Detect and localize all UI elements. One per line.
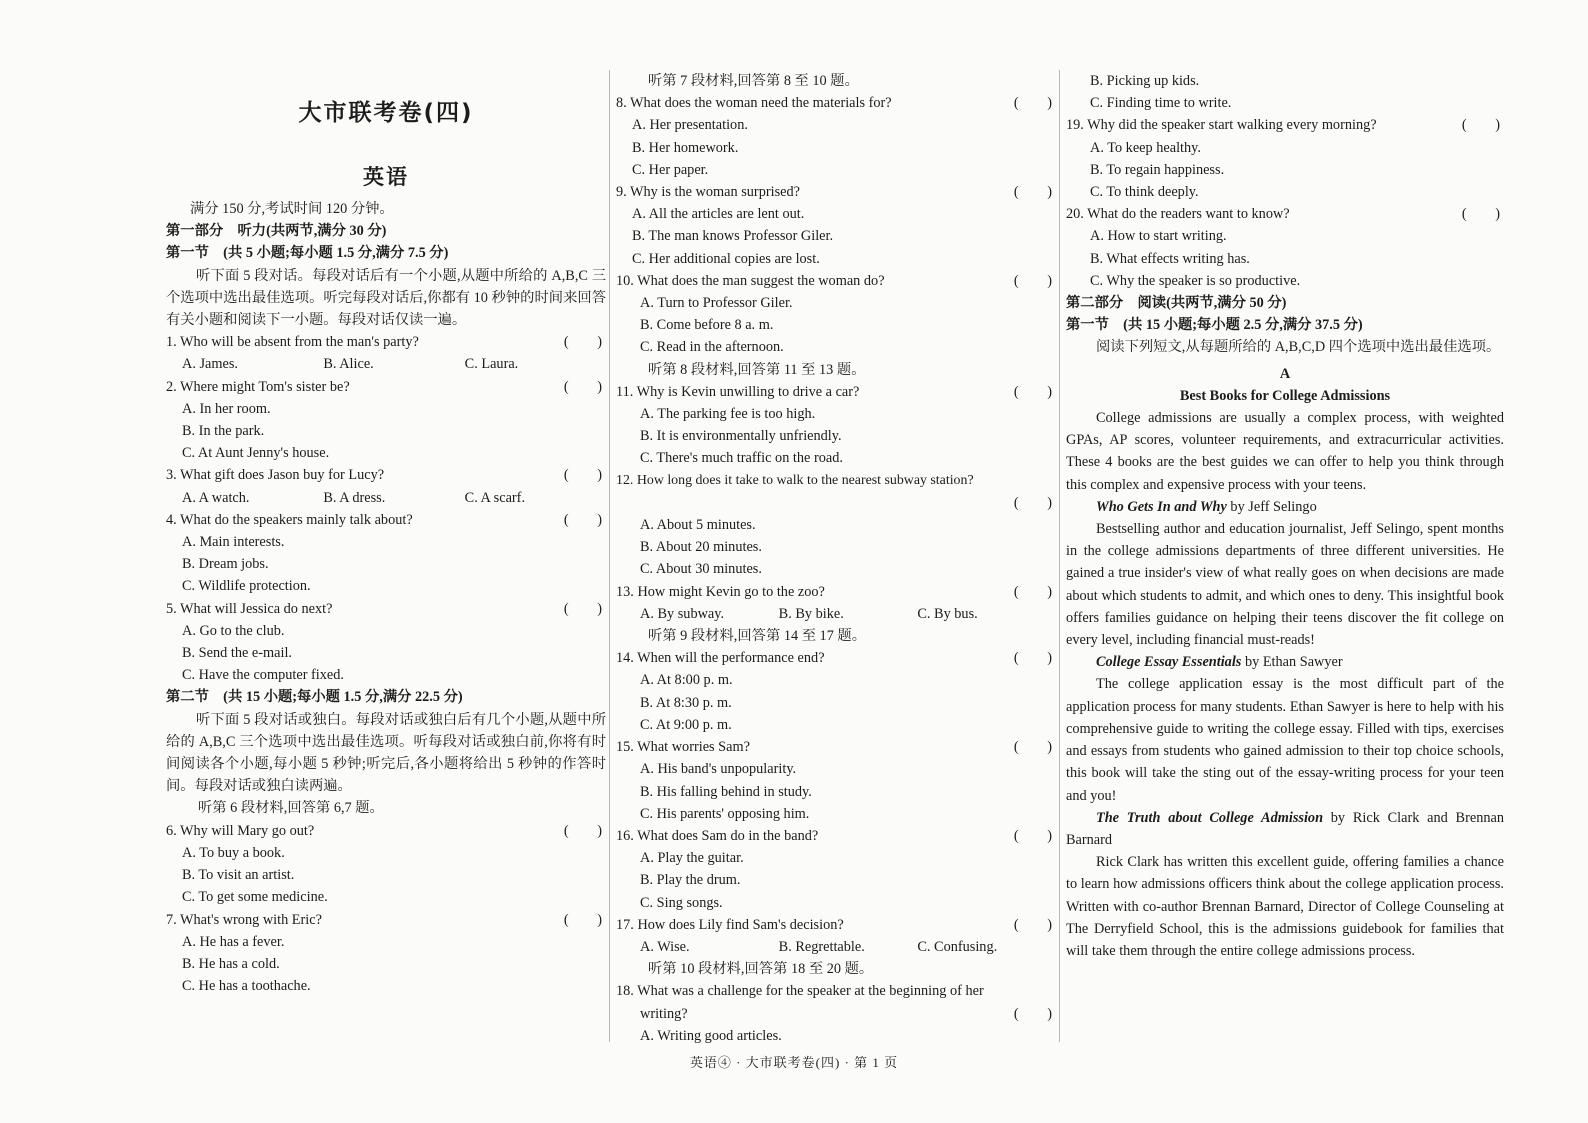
passage-paragraph: Rick Clark has written this excellent guide, offering families a chance to learn how admissions officers think about the college application process. Written with co-author Brennan Barnard, Director of College Counseling at The Derryfield School, this is the admissions guidebook for families that will take them through the entire college admissions process. [1066,854,1504,959]
question-15: 15. What worries Sam? ( ) [616,736,1056,758]
option: A. To keep healthy. [1090,139,1201,156]
answer-bracket[interactable]: ( ) [1013,95,1052,112]
option: B. Come before 8 a. m. [640,317,774,334]
column-divider [1059,70,1060,1042]
answer-bracket[interactable]: ( ) [563,511,602,528]
column-2 [616,70,1056,1047]
answer-bracket[interactable]: ( ) [1013,383,1052,400]
part2-section1-heading: 第一节 (共 15 小题;每小题 2.5 分,满分 37.5 分) [1066,317,1363,334]
answer-bracket[interactable]: ( ) [1013,583,1052,600]
answer-bracket[interactable]: ( ) [1013,272,1052,289]
answer-bracket[interactable]: ( ) [563,822,602,839]
question-20: 20. What do the readers want to know? ( ) [1066,203,1504,225]
option: A. To buy a book. [182,844,285,861]
part1-heading: 第一部分 听力(共两节,满分 30 分) [166,223,387,240]
material-8-heading: 听第 8 段材料,回答第 11 至 13 题。 [648,361,866,378]
column-divider [609,70,610,1042]
option: A. He has a fever. [182,933,285,950]
question-2: 2. Where might Tom's sister be? ( ) [166,376,606,398]
option: C. Why the speaker is so productive. [1090,272,1301,289]
option: A. Go to the club. [182,622,285,639]
book-heading [1066,807,1504,851]
option: C. To get some medicine. [182,889,328,906]
option: B. Her homework. [632,139,739,156]
option: B. Play the drum. [640,872,741,889]
answer-bracket[interactable]: ( ) [563,467,602,484]
option: C. About 30 minutes. [640,561,762,578]
option: C. Her paper. [632,161,709,178]
option: A. The parking fee is too high. [640,406,816,423]
option: C. Her additional copies are lost. [632,250,820,267]
question-6: 6. Why will Mary go out? ( ) [166,820,606,842]
answer-bracket[interactable]: ( ) [1013,916,1052,933]
option: A. In her room. [182,400,271,417]
answer-bracket[interactable]: ( ) [563,378,602,395]
option: A. About 5 minutes. [640,517,756,534]
answer-bracket[interactable]: ( ) [563,600,602,617]
option: B. Send the e-mail. [182,645,292,662]
book-title: Who Gets In and Why [1096,498,1227,515]
question-17-options: A. Wise. B. Regrettable. C. Confusing. [640,938,998,955]
material-10-heading: 听第 10 段材料,回答第 18 至 20 题。 [648,961,874,978]
part2-heading: 第二部分 阅读(共两节,满分 50 分) [1066,295,1287,312]
passage-paragraph: The college application essay is the most difficult part of the application process for many students. Ethan Sawyer is here to help with his comprehensive guide to writing the college essay. Filled with tips, exercises and essays from students who gained admission to their top choice schools, this book will take the sting out of the essay-writing process for your teen and you! [1066,676,1504,804]
option: C. At Aunt Jenny's house. [182,445,330,462]
question-3: 3. What gift does Jason buy for Lucy? ( ) [166,464,606,486]
question-13-options: A. By subway. B. By bike. C. By bus. [640,605,978,622]
question-13: 13. How might Kevin go to the zoo? ( ) [616,581,1056,603]
answer-bracket[interactable]: ( ) [1013,827,1052,844]
option: A. Turn to Professor Giler. [640,295,793,312]
option: C. There's much traffic on the road. [640,450,843,467]
material-9-heading: 听第 9 段材料,回答第 14 至 17 题。 [648,628,867,645]
answer-bracket[interactable]: ( ) [1013,1005,1052,1022]
reading-instructions: 阅读下列短文,从每题所给的 A,B,C,D 四个选项中选出最佳选项。 [1096,339,1501,356]
option: C. At 9:00 p. m. [640,716,732,733]
column-3 [1066,70,1504,962]
option: B. What effects writing has. [1090,250,1250,267]
option: B. To visit an artist. [182,867,295,884]
section1-heading: 第一节 (共 5 小题;每小题 1.5 分,满分 7.5 分) [166,245,449,262]
book-author: by Ethan Sawyer [1241,654,1343,671]
section1-instructions: 听下面 5 段对话。每段对话后有一个小题,从题中所给的 A,B,C 三个选项中选出最佳选项。听完每段对话后,你都有 10 秒钟的时间来回答有关小题和阅读下一小题。每段对话仅读一遍。 [166,267,606,329]
option: B. In the park. [182,423,265,440]
option: B. Dream jobs. [182,556,269,573]
option: A. At 8:00 p. m. [640,672,733,689]
question-14: 14. When will the performance end? ( ) [616,647,1056,669]
material-7-heading: 听第 7 段材料,回答第 8 至 10 题。 [648,73,859,89]
subject-title: 英语 [363,165,409,189]
answer-bracket[interactable]: ( ) [1013,739,1052,756]
option: C. He has a toothache. [182,978,311,995]
passage-title: Best Books for College Admissions [1179,387,1391,404]
question-12: 12. How long does it take to walk to the nearest subway station? [616,472,974,488]
option: C. His parents' opposing him. [640,805,810,822]
answer-bracket[interactable]: ( ) [1013,184,1052,201]
question-18: 18. What was a challenge for the speaker at the beginning of her writing? [616,983,984,1022]
option: B. He has a cold. [182,955,280,972]
question-9: 9. Why is the woman surprised? ( ) [616,181,1056,203]
option: C. Finding time to write. [1090,95,1232,112]
question-11: 11. Why is Kevin unwilling to drive a car? ( ) [616,381,1056,403]
question-1-options: A. James. B. Alice. C. Laura. [182,356,519,373]
passage-paragraph: College admissions are usually a complex process, with weighted GPAs, AP scores, volunteer requirements, and extracurricular activities. These 4 books are the best guides we can offer to help you think through this complex and expensive process with your teens. [1066,410,1504,493]
option: A. All the articles are lent out. [632,206,805,223]
option: C. Wildlife protection. [182,578,311,595]
section2-instructions: 听下面 5 段对话或独白。每段对话或独白后有几个小题,从题中所给的 A,B,C 三个选项中选出最佳选项。听每段对话或独白前,你将有时间阅读各个小题,每小题 5 秒钟;听完后,各小题将给出 5 秒钟的作答时间。每段对话或独白读两遍。 [166,711,606,795]
question-8: 8. What does the woman need the materials for? ( ) [616,92,1056,114]
option: C. Have the computer fixed. [182,667,344,684]
option: B. It is environmentally unfriendly. [640,428,842,445]
question-4: 4. What do the speakers mainly talk about? ( ) [166,509,606,531]
book-heading [1066,496,1504,518]
page-footer: 英语④ · 大市联考卷(四) · 第 1 页 [689,1055,899,1070]
book-title: The Truth about College Admission [1096,809,1324,826]
option: B. About 20 minutes. [640,539,762,556]
question-19: 19. Why did the speaker start walking every morning? ( ) [1066,114,1504,136]
book-author: by Jeff Selingo [1226,498,1317,515]
option: B. To regain happiness. [1090,161,1225,178]
question-7: 7. What's wrong with Eric? ( ) [166,909,606,931]
option: A. Writing good articles. [640,1027,782,1044]
section2-heading: 第二节 (共 15 小题;每小题 1.5 分,满分 22.5 分) [166,689,463,706]
book-title: College Essay Essentials [1096,654,1242,671]
question-3-options: A. A watch. B. A dress. C. A scarf. [182,489,526,506]
option: C. To think deeply. [1090,184,1199,201]
book-heading [1066,651,1504,673]
answer-bracket[interactable]: ( ) [563,911,602,928]
option: A. Her presentation. [632,117,748,134]
option: C. Sing songs. [640,894,723,911]
column-1 [166,70,606,997]
answer-bracket[interactable]: ( ) [1461,117,1500,134]
option: A. Main interests. [182,534,285,551]
answer-bracket[interactable]: ( ) [1013,494,1052,511]
exam-title: 大市联考卷(四) [298,100,474,126]
question-5: 5. What will Jessica do next? ( ) [166,598,606,620]
option: B. The man knows Professor Giler. [632,228,834,245]
question-17: 17. How does Lily find Sam's decision? ( ) [616,914,1056,936]
question-16: 16. What does Sam do in the band? ( ) [616,825,1056,847]
passage-paragraph: Bestselling author and education journalist, Jeff Selingo, spent months in the college admissions departments of three different universities. He gained a true insider's view of what really goes on when decisions are made about which students to admit, and which ones to deny. This insightful book offers families guidance on helping their teens discover the fit college on every level, including financial must-reads! [1066,521,1504,649]
passage-letter: A [1279,365,1291,382]
answer-bracket[interactable]: ( ) [1461,206,1500,223]
question-1: 1. Who will be absent from the man's party? ( ) [166,331,606,353]
option: B. At 8:30 p. m. [640,694,732,711]
option: A. Play the guitar. [640,850,744,867]
option: B. His falling behind in study. [640,783,812,800]
option: A. How to start writing. [1090,228,1227,245]
answer-bracket[interactable]: ( ) [563,334,602,351]
answer-bracket[interactable]: ( ) [1013,650,1052,667]
exam-intro: 满分 150 分,考试时间 120 分钟。 [190,201,394,217]
option: C. Read in the afternoon. [640,339,784,356]
question-10: 10. What does the man suggest the woman do? ( ) [616,270,1056,292]
material-6-heading: 听第 6 段材料,回答第 6,7 题。 [198,800,384,817]
option: A. His band's unpopularity. [640,761,797,778]
book-author: by Rick Clark and Brennan Barnard [1066,809,1504,848]
option: B. Picking up kids. [1090,73,1200,89]
